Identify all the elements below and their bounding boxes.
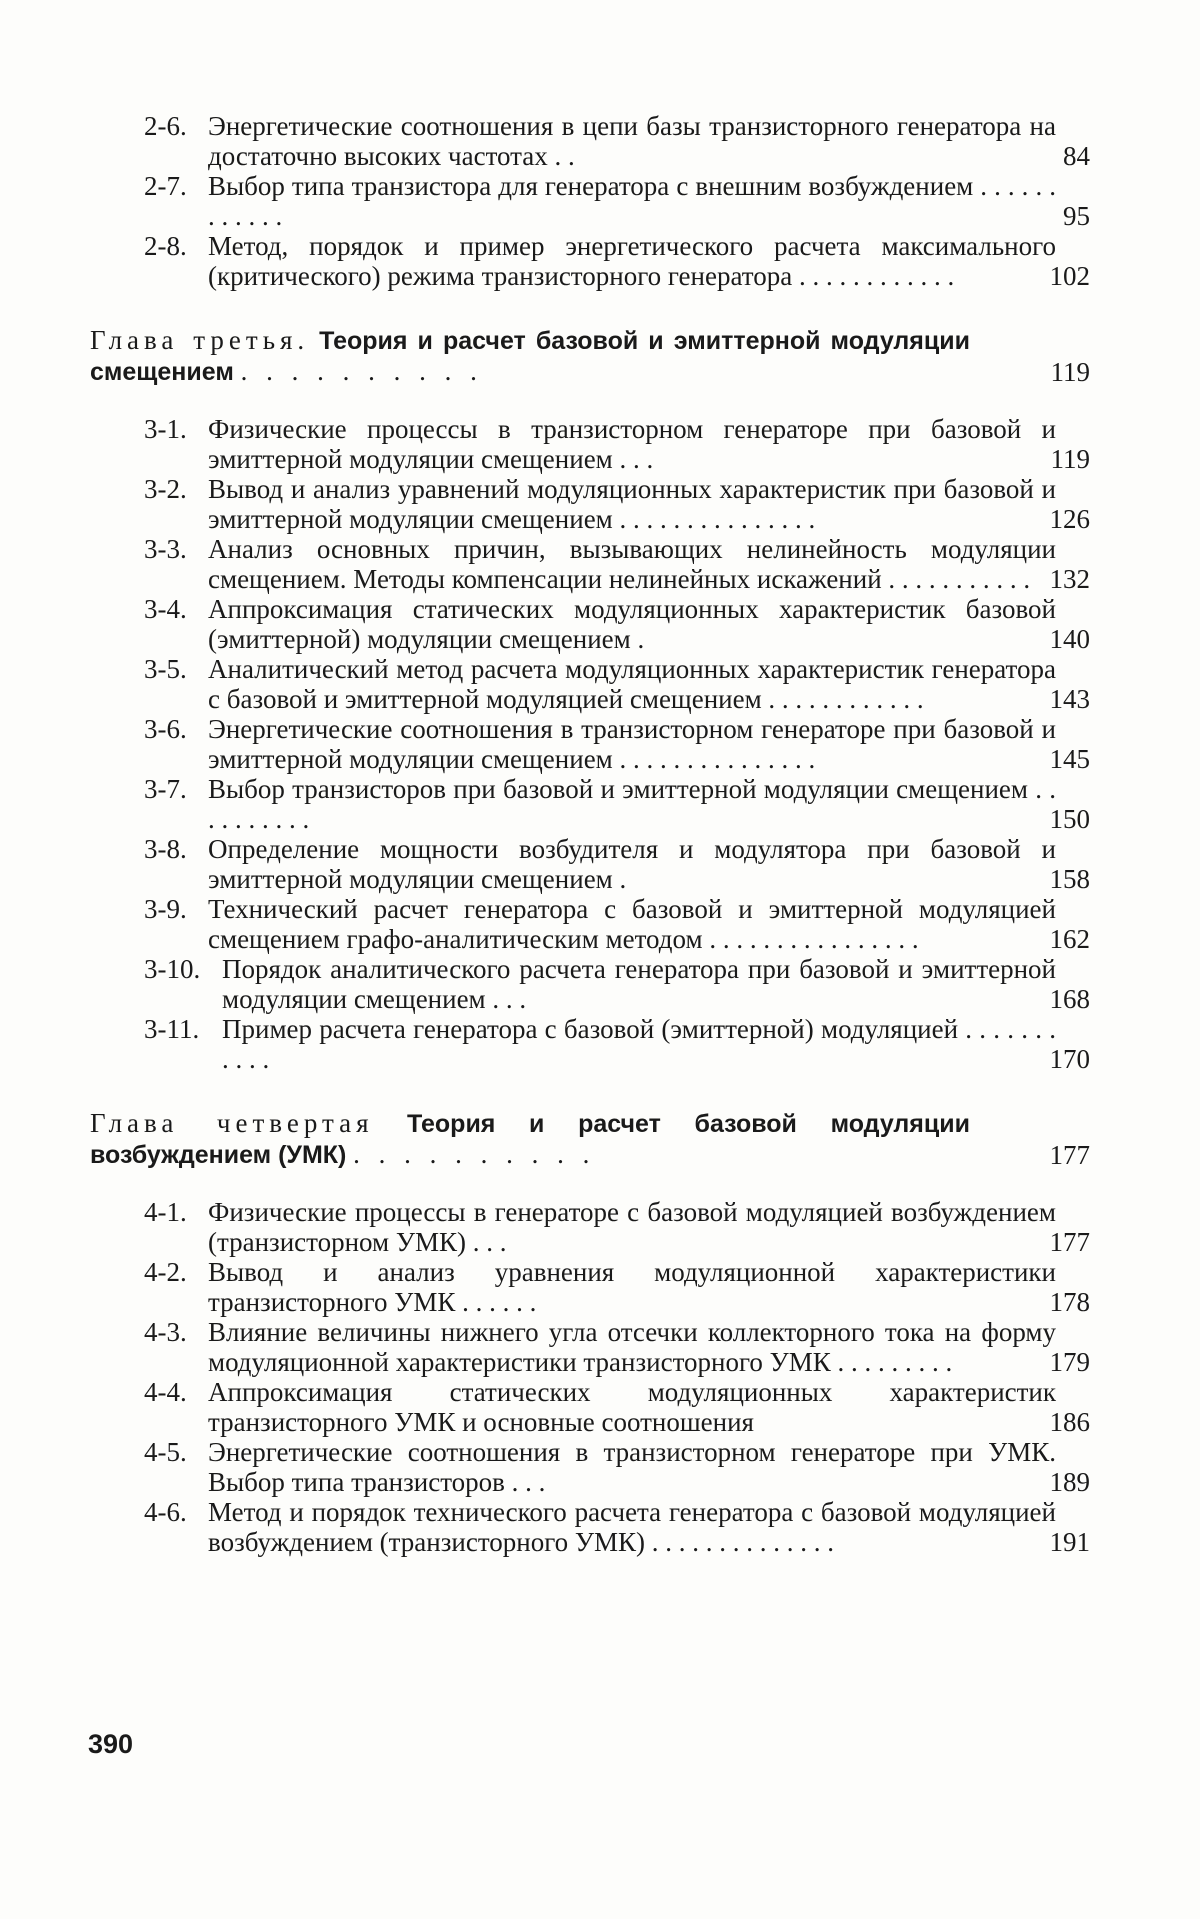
toc-entry (90, 715, 1090, 774)
page-number: 186 (1049, 1406, 1090, 1437)
toc-entry (90, 595, 1090, 654)
page-number: 119 (1050, 357, 1090, 387)
page-number: 102 (1049, 260, 1090, 291)
page-number: 179 (1049, 1346, 1090, 1377)
page-number: 95 (1063, 200, 1090, 231)
page-number: 162 (1049, 923, 1090, 954)
section-number: 3-9. (144, 894, 187, 924)
section-number: 3-8. (144, 834, 187, 864)
toc-entry (90, 1318, 1090, 1377)
section-title: Пример расчета генератора с базовой (эмиттерной) модуляцией . . . . . . . . . . . (222, 1014, 1056, 1074)
toc-entry (90, 1258, 1090, 1317)
section-title: Физические процессы в транзисторном генераторе при базовой и эмиттерной модуляции смещением . . . (208, 414, 1056, 474)
section-number: 3-5. (144, 654, 187, 684)
page-number: 143 (1049, 683, 1090, 714)
section-title: Порядок аналитического расчета генератора при базовой и эмиттерной модуляции смещением . . . (222, 954, 1056, 1014)
section-number: 3-1. (144, 414, 187, 444)
toc-entry (90, 895, 1090, 954)
section-number: 4-3. (144, 1317, 187, 1347)
section-title: Определение мощности возбудителя и модулятора при базовой и эмиттерной модуляции смещением . (208, 834, 1056, 894)
section-number: 4-1. (144, 1197, 187, 1227)
table-of-contents (90, 112, 1090, 1558)
page-number: 119 (1050, 443, 1090, 474)
chapter-3-heading (90, 325, 1090, 387)
chapter-4-heading (90, 1108, 1090, 1170)
section-number: 3-2. (144, 474, 187, 504)
page-number: 84 (1063, 140, 1090, 171)
section-number: 2-6. (144, 111, 187, 141)
section-title: Метод и порядок технического расчета генератора с базовой модуляцией возбуждением (транзисторного УМК) . . . . . . . . . . . . . . (208, 1497, 1056, 1557)
page-number: 191 (1049, 1526, 1090, 1557)
chapter-title: Теория и расчет базовой и эмиттерной модуляции смещением (90, 327, 970, 386)
page-number: 150 (1049, 803, 1090, 834)
toc-entry (90, 112, 1090, 171)
section-number: 3-10. (144, 954, 201, 984)
chapter-label: Глава третья. (90, 325, 310, 355)
section-number: 4-6. (144, 1497, 187, 1527)
page-folio: 390 (88, 1729, 134, 1759)
sections-group-chapter-4 (90, 1198, 1090, 1557)
section-title: Выбор типа транзистора для генератора с внешним возбуждением . . . . . . . . . . . . (208, 171, 1056, 231)
section-title: Энергетические соотношения в транзисторном генераторе при УМК. Выбор типа транзисторов . . . (208, 1437, 1056, 1497)
section-title: Вывод и анализ уравнений модуляционных характеристик при базовой и эмиттерной модуляции смещением . . . . . . . . . . . . . . . (208, 474, 1056, 534)
section-number: 4-5. (144, 1437, 187, 1467)
toc-entry (90, 955, 1090, 1014)
page-number: 126 (1049, 503, 1090, 534)
page-number: 189 (1049, 1466, 1090, 1497)
section-title: Метод, порядок и пример энергетического расчета максимального (критического) режима транзисторного генератора . . . . . . . . . . . . (208, 231, 1056, 291)
section-title: Выбор транзисторов при базовой и эмиттерной модуляции смещением . . . . . . . . . . (208, 774, 1056, 834)
sections-group-chapter-2 (90, 112, 1090, 291)
toc-entry (90, 535, 1090, 594)
page-number: 158 (1049, 863, 1090, 894)
toc-entry (90, 475, 1090, 534)
section-title: Аппроксимация статических модуляционных характеристик транзисторного УМК и основные соотношения (208, 1377, 1056, 1437)
toc-entry (90, 1378, 1090, 1437)
section-number: 4-2. (144, 1257, 187, 1287)
page-number: 177 (1049, 1226, 1090, 1257)
section-title: Энергетические соотношения в цепи базы транзисторного генератора на достаточно высоких частотах . . (208, 111, 1056, 171)
toc-entry (90, 1498, 1090, 1557)
page-number: 168 (1049, 983, 1090, 1014)
page-number: 170 (1049, 1043, 1090, 1074)
toc-entry (90, 835, 1090, 894)
section-title: Аналитический метод расчета модуляционных характеристик генератора с базовой и эмиттерной модуляцией смещением . . . . . . . . . . . . (208, 654, 1056, 714)
toc-entry (90, 232, 1090, 291)
section-number: 3-6. (144, 714, 187, 744)
section-title: Вывод и анализ уравнения модуляционной характеристики транзисторного УМК . . . . . . (208, 1257, 1056, 1317)
section-number: 3-7. (144, 774, 187, 804)
section-title: Энергетические соотношения в транзисторном генераторе при базовой и эмиттерной модуляции смещением . . . . . . . . . . . . . . . (208, 714, 1056, 774)
section-title: Влияние величины нижнего угла отсечки коллекторного тока на форму модуляционной характеристики транзисторного УМК . . . . . . . . . (208, 1317, 1056, 1377)
toc-entry (90, 1015, 1090, 1074)
page-number: 132 (1049, 563, 1090, 594)
toc-entry (90, 775, 1090, 834)
chapter-label: Глава четвертая (90, 1108, 374, 1138)
toc-entry (90, 655, 1090, 714)
page-number: 178 (1049, 1286, 1090, 1317)
leader-dots: . . . . . . . . . . (240, 356, 483, 386)
toc-entry (90, 1198, 1090, 1257)
section-number: 2-7. (144, 171, 187, 201)
page-number: 177 (1049, 1140, 1090, 1170)
page-number: 140 (1049, 623, 1090, 654)
section-title: Анализ основных причин, вызывающих нелинейность модуляции смещением. Методы компенсации нелинейных искажений . . . . . . . . . . . (208, 534, 1056, 594)
section-number: 3-11. (144, 1014, 200, 1044)
chapter-title: Теория и расчет базовой модуляции возбуждением (УМК) (90, 1110, 970, 1169)
section-number: 3-3. (144, 534, 187, 564)
leader-dots: . . . . . . . . . . (353, 1139, 596, 1169)
toc-entry (90, 172, 1090, 231)
section-title: Физические процессы в генераторе с базовой модуляцией возбуждением (транзисторном УМК) . . . (208, 1197, 1056, 1257)
toc-entry (90, 1438, 1090, 1497)
section-number: 4-4. (144, 1377, 187, 1407)
section-title: Аппроксимация статических модуляционных характеристик базовой (эмиттерной) модуляции смещением . (208, 594, 1056, 654)
section-number: 3-4. (144, 594, 187, 624)
toc-entry (90, 415, 1090, 474)
sections-group-chapter-3 (90, 415, 1090, 1074)
section-number: 2-8. (144, 231, 187, 261)
section-title: Технический расчет генератора с базовой и эмиттерной модуляцией смещением графо-аналитическим методом . . . . . . . . . . . . . . . . (208, 894, 1056, 954)
page-number: 145 (1049, 743, 1090, 774)
